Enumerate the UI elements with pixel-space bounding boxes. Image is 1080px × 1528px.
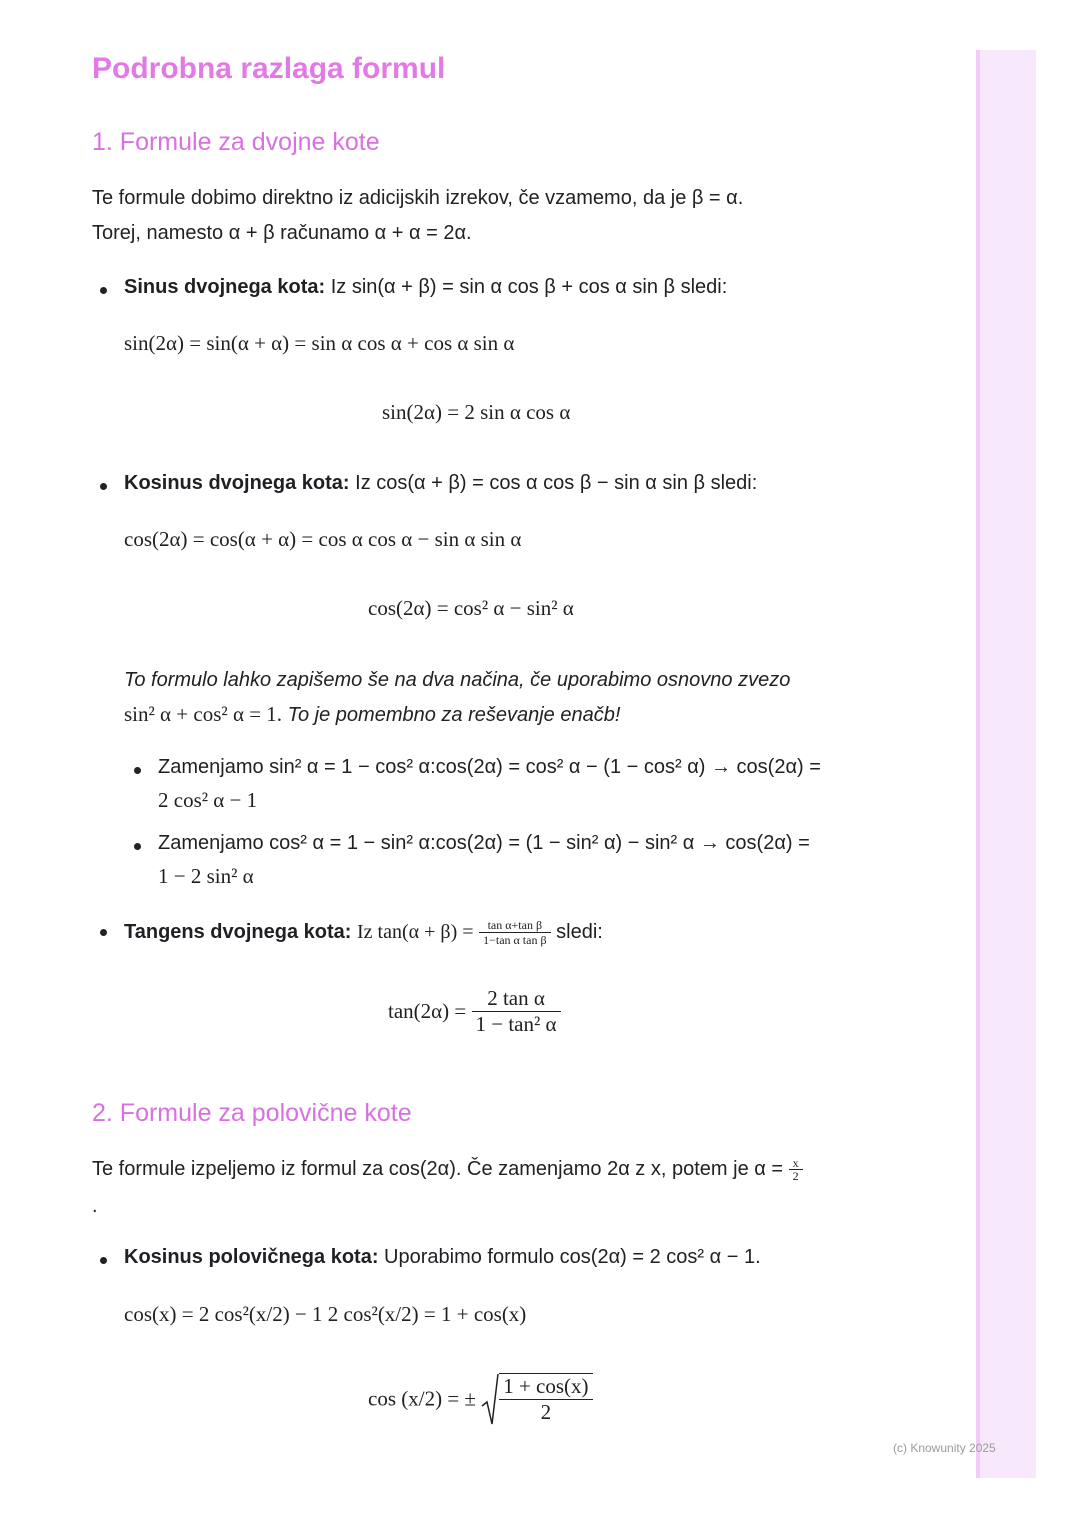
sqrt-den: 2 xyxy=(540,1400,552,1424)
sub-bullet-1 xyxy=(158,756,821,779)
tan-sum-den: 1−tan α tan β xyxy=(483,933,547,947)
cos-half-eq2 xyxy=(368,1372,593,1426)
tan-sum-num: tan α+tan β xyxy=(479,918,550,933)
sin-double-text: Iz sin(α + β) = sin α cos β + cos α sin β sledi: xyxy=(330,276,728,298)
cos-half-label: Kosinus polovičnega kota: xyxy=(124,1246,379,1268)
sqrt-sign-icon xyxy=(481,1372,499,1426)
copyright-footer: (c) Knowunity 2025 xyxy=(893,1441,996,1455)
tan-double-label: Tangens dvojnega kota: xyxy=(124,920,352,943)
section-1-heading: 1. Formule za dvojne kote xyxy=(92,128,380,156)
s1-intro-line1: Te formule dobimo direktno iz adicijskih izrekov, če vzamemo, da je β = α. xyxy=(92,187,744,209)
sub2-line2: 1 − 2 sin² α xyxy=(158,864,254,888)
sub-bullet-2 xyxy=(158,832,810,855)
tan-sledi: sledi: xyxy=(556,920,603,943)
note-line2 xyxy=(124,696,620,733)
tan-double-eq xyxy=(388,986,561,1037)
tan-double-den: 1 − tan² α xyxy=(475,1012,557,1036)
sin-double-eq2: sin(2α) = 2 sin α cos α xyxy=(382,400,571,424)
s2-intro-text: Te formule izpeljemo iz formul za cos(2α). Če zamenjamo 2α z x, potem je α = xyxy=(92,1158,784,1180)
tan-sum-lhs: Iz tan(α + β) = xyxy=(357,920,474,943)
bullet-sin-double xyxy=(124,276,727,299)
sqrt-fraction xyxy=(499,1373,592,1425)
cos-double-label: Kosinus dvojnega kota: xyxy=(124,472,350,494)
s2-intro xyxy=(92,1151,803,1187)
bullet-cos-double xyxy=(124,472,757,495)
cos-double-eq2: cos(2α) = cos² α − sin² α xyxy=(368,596,574,620)
tan-double-lhs: tan(2α) = xyxy=(388,999,467,1023)
section-2-heading: 2. Formule za polovične kote xyxy=(92,1099,412,1127)
note-emphasis: To je pomembno za reševanje enačb! xyxy=(287,704,621,726)
cos-half-lhs: cos (x/2) = ± xyxy=(368,1386,476,1411)
cos-half-eq1: cos(x) = 2 cos²(x/2) − 1 2 cos²(x/2) = 1 + cos(x) xyxy=(124,1302,527,1326)
s2-intro-dot: . xyxy=(92,1195,98,1217)
s2-intro-fraction xyxy=(789,1157,803,1182)
sqrt-expression xyxy=(481,1372,592,1426)
s1-intro-line2: Torej, namesto α + β računamo α + α = 2α. xyxy=(92,222,472,244)
sub2-line1: Zamenjamo cos² α = 1 − sin² α:cos(2α) = (1 − sin² α) − sin² α → cos(2α) = xyxy=(158,832,810,854)
sin-double-label: Sinus dvojnega kota: xyxy=(124,276,326,298)
page-title: Podrobna razlaga formul xyxy=(92,52,446,85)
sub1-line2: 2 cos² α − 1 xyxy=(158,788,258,812)
tan-double-fraction xyxy=(472,986,561,1037)
sqrt-num: 1 + cos(x) xyxy=(499,1374,592,1400)
sub1-line1: Zamenjamo sin² α = 1 − cos² α:cos(2α) = cos² α − (1 − cos² α) → cos(2α) = xyxy=(158,756,821,778)
bullet-tan-double xyxy=(124,918,603,947)
note-identity: sin² α + cos² α = 1. xyxy=(124,702,283,726)
s2-frac-den: 2 xyxy=(792,1169,799,1184)
tan-sum-fraction xyxy=(479,918,550,947)
tan-double-num: 2 tan α xyxy=(472,986,561,1012)
sin-double-eq1: sin(2α) = sin(α + α) = sin α cos α + cos α sin α xyxy=(124,331,515,355)
s2-frac-num: x xyxy=(789,1157,803,1170)
cos-double-eq1: cos(2α) = cos(α + α) = cos α cos α − sin α sin α xyxy=(124,527,522,551)
bullet-cos-half xyxy=(124,1246,761,1269)
cos-double-text: Iz cos(α + β) = cos α cos β − sin α sin β sledi: xyxy=(355,472,758,494)
cos-half-text: Uporabimo formulo cos(2α) = 2 cos² α − 1. xyxy=(384,1246,761,1268)
side-strip xyxy=(976,50,1036,1478)
note-line1: To formulo lahko zapišemo še na dva načina, če uporabimo osnovno zvezo xyxy=(124,669,791,691)
